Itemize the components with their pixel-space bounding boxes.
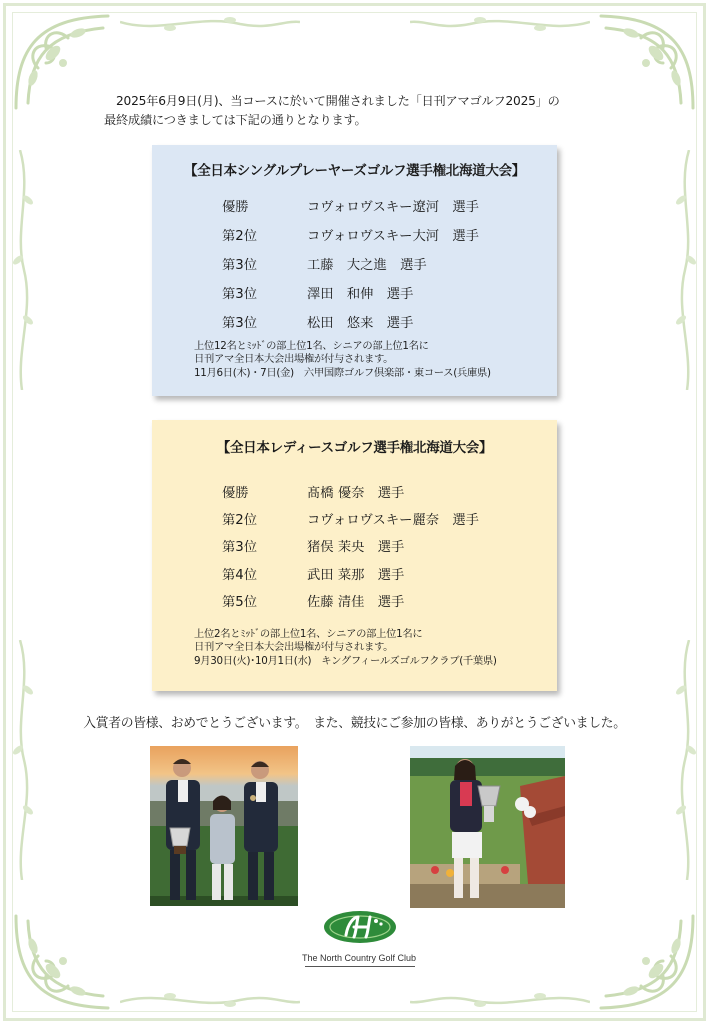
note-line: 上位12名とﾐｯﾄﾞの部上位1名、シニアの部上位1名に: [194, 340, 429, 352]
vine-ornament-icon: [669, 640, 699, 880]
intro-paragraph: [104, 92, 624, 130]
ladies-title: 【全日本レディースゴルフ選手権北海道大会】: [216, 440, 493, 456]
vine-ornament-icon: [120, 984, 300, 1014]
golf-club-name: The North Country Golf Club: [301, 953, 417, 963]
floral-corner-icon: [8, 906, 118, 1016]
result-row: [222, 560, 479, 587]
singles-results-card: [152, 145, 557, 396]
ladies-results-list: [222, 478, 479, 614]
result-name: 松田 悠来 選手: [307, 316, 414, 331]
logo-underline: [305, 966, 415, 967]
result-rank: 第3位: [222, 316, 258, 331]
result-rank: 第4位: [222, 567, 258, 583]
result-row: [222, 505, 479, 532]
vine-ornament-icon: [410, 10, 590, 40]
result-rank: 第2位: [222, 229, 258, 244]
result-row: [222, 478, 479, 505]
note-line: 11月6日(木)・7日(金) 六甲国際ゴルフ倶楽部・東コース(兵庫県): [194, 366, 491, 379]
note-line: 9月30日(火)･10月1日(水) キングフィールズゴルフクラブ(千葉県): [194, 654, 497, 667]
result-name: 佐藤 清佳 選手: [307, 594, 405, 610]
vine-ornament-icon: [120, 10, 300, 40]
result-row: [222, 307, 479, 336]
note-line: 上位2名とﾐｯﾄﾞの部上位1名、シニアの部上位1名に: [194, 628, 423, 640]
result-rank: 第3位: [222, 258, 258, 273]
result-name: 猪俣 茉央 選手: [307, 540, 405, 556]
result-rank: 第3位: [222, 540, 258, 556]
floral-corner-icon: [8, 8, 118, 118]
result-rank: 第3位: [222, 287, 258, 302]
result-name: 工藤 大之進 選手: [307, 258, 427, 273]
floral-corner-icon: [591, 906, 701, 1016]
singles-note: [194, 340, 491, 380]
result-row: [222, 587, 479, 614]
singles-results-list: [222, 191, 479, 336]
result-rank: 第2位: [222, 513, 258, 529]
result-row: [222, 249, 479, 278]
result-row: [222, 191, 479, 220]
ladies-winner-photo: [410, 746, 565, 908]
result-row: [222, 278, 479, 307]
result-name: 髙橋 優奈 選手: [307, 486, 405, 502]
vine-ornament-icon: [10, 150, 40, 390]
golf-club-logo-icon: [320, 905, 400, 949]
intro-line: 2025年6月9日(月)、当コースに於いて開催されました「日刊アマゴルフ2025」の: [116, 94, 560, 108]
result-rank: 優勝: [222, 486, 249, 502]
note-line: 日刊アマ全日本大会出場権が付与されます。: [194, 353, 394, 366]
congratulations-text: 入賞者の皆様、おめでとうございます。 また、競技にご参加の皆様、ありがとうございました。: [83, 716, 626, 731]
result-name: コヴォロヴスキー遼河 選手: [307, 200, 479, 215]
result-name: 澤田 和伸 選手: [307, 287, 414, 302]
vine-ornament-icon: [410, 984, 590, 1014]
winners-group-photo: [150, 746, 298, 906]
ladies-note: [194, 628, 497, 668]
result-name: 武田 菜那 選手: [307, 567, 405, 583]
vine-ornament-icon: [10, 640, 40, 880]
result-row: [222, 220, 479, 249]
result-name: コヴォロヴスキー麗奈 選手: [307, 513, 479, 529]
result-rank: 第5位: [222, 594, 258, 610]
note-line: 日刊アマ全日本大会出場権が付与されます。: [194, 641, 394, 654]
result-name: コヴォロヴスキー大河 選手: [307, 229, 479, 244]
intro-line: 最終成績につきましては下記の通りとなります。: [104, 113, 367, 127]
ladies-results-card: [152, 420, 557, 691]
vine-ornament-icon: [669, 150, 699, 390]
result-row: [222, 532, 479, 559]
result-rank: 優勝: [222, 200, 249, 215]
singles-title: 【全日本シングルプレーヤーズゴルフ選手権北海道大会】: [184, 163, 525, 179]
